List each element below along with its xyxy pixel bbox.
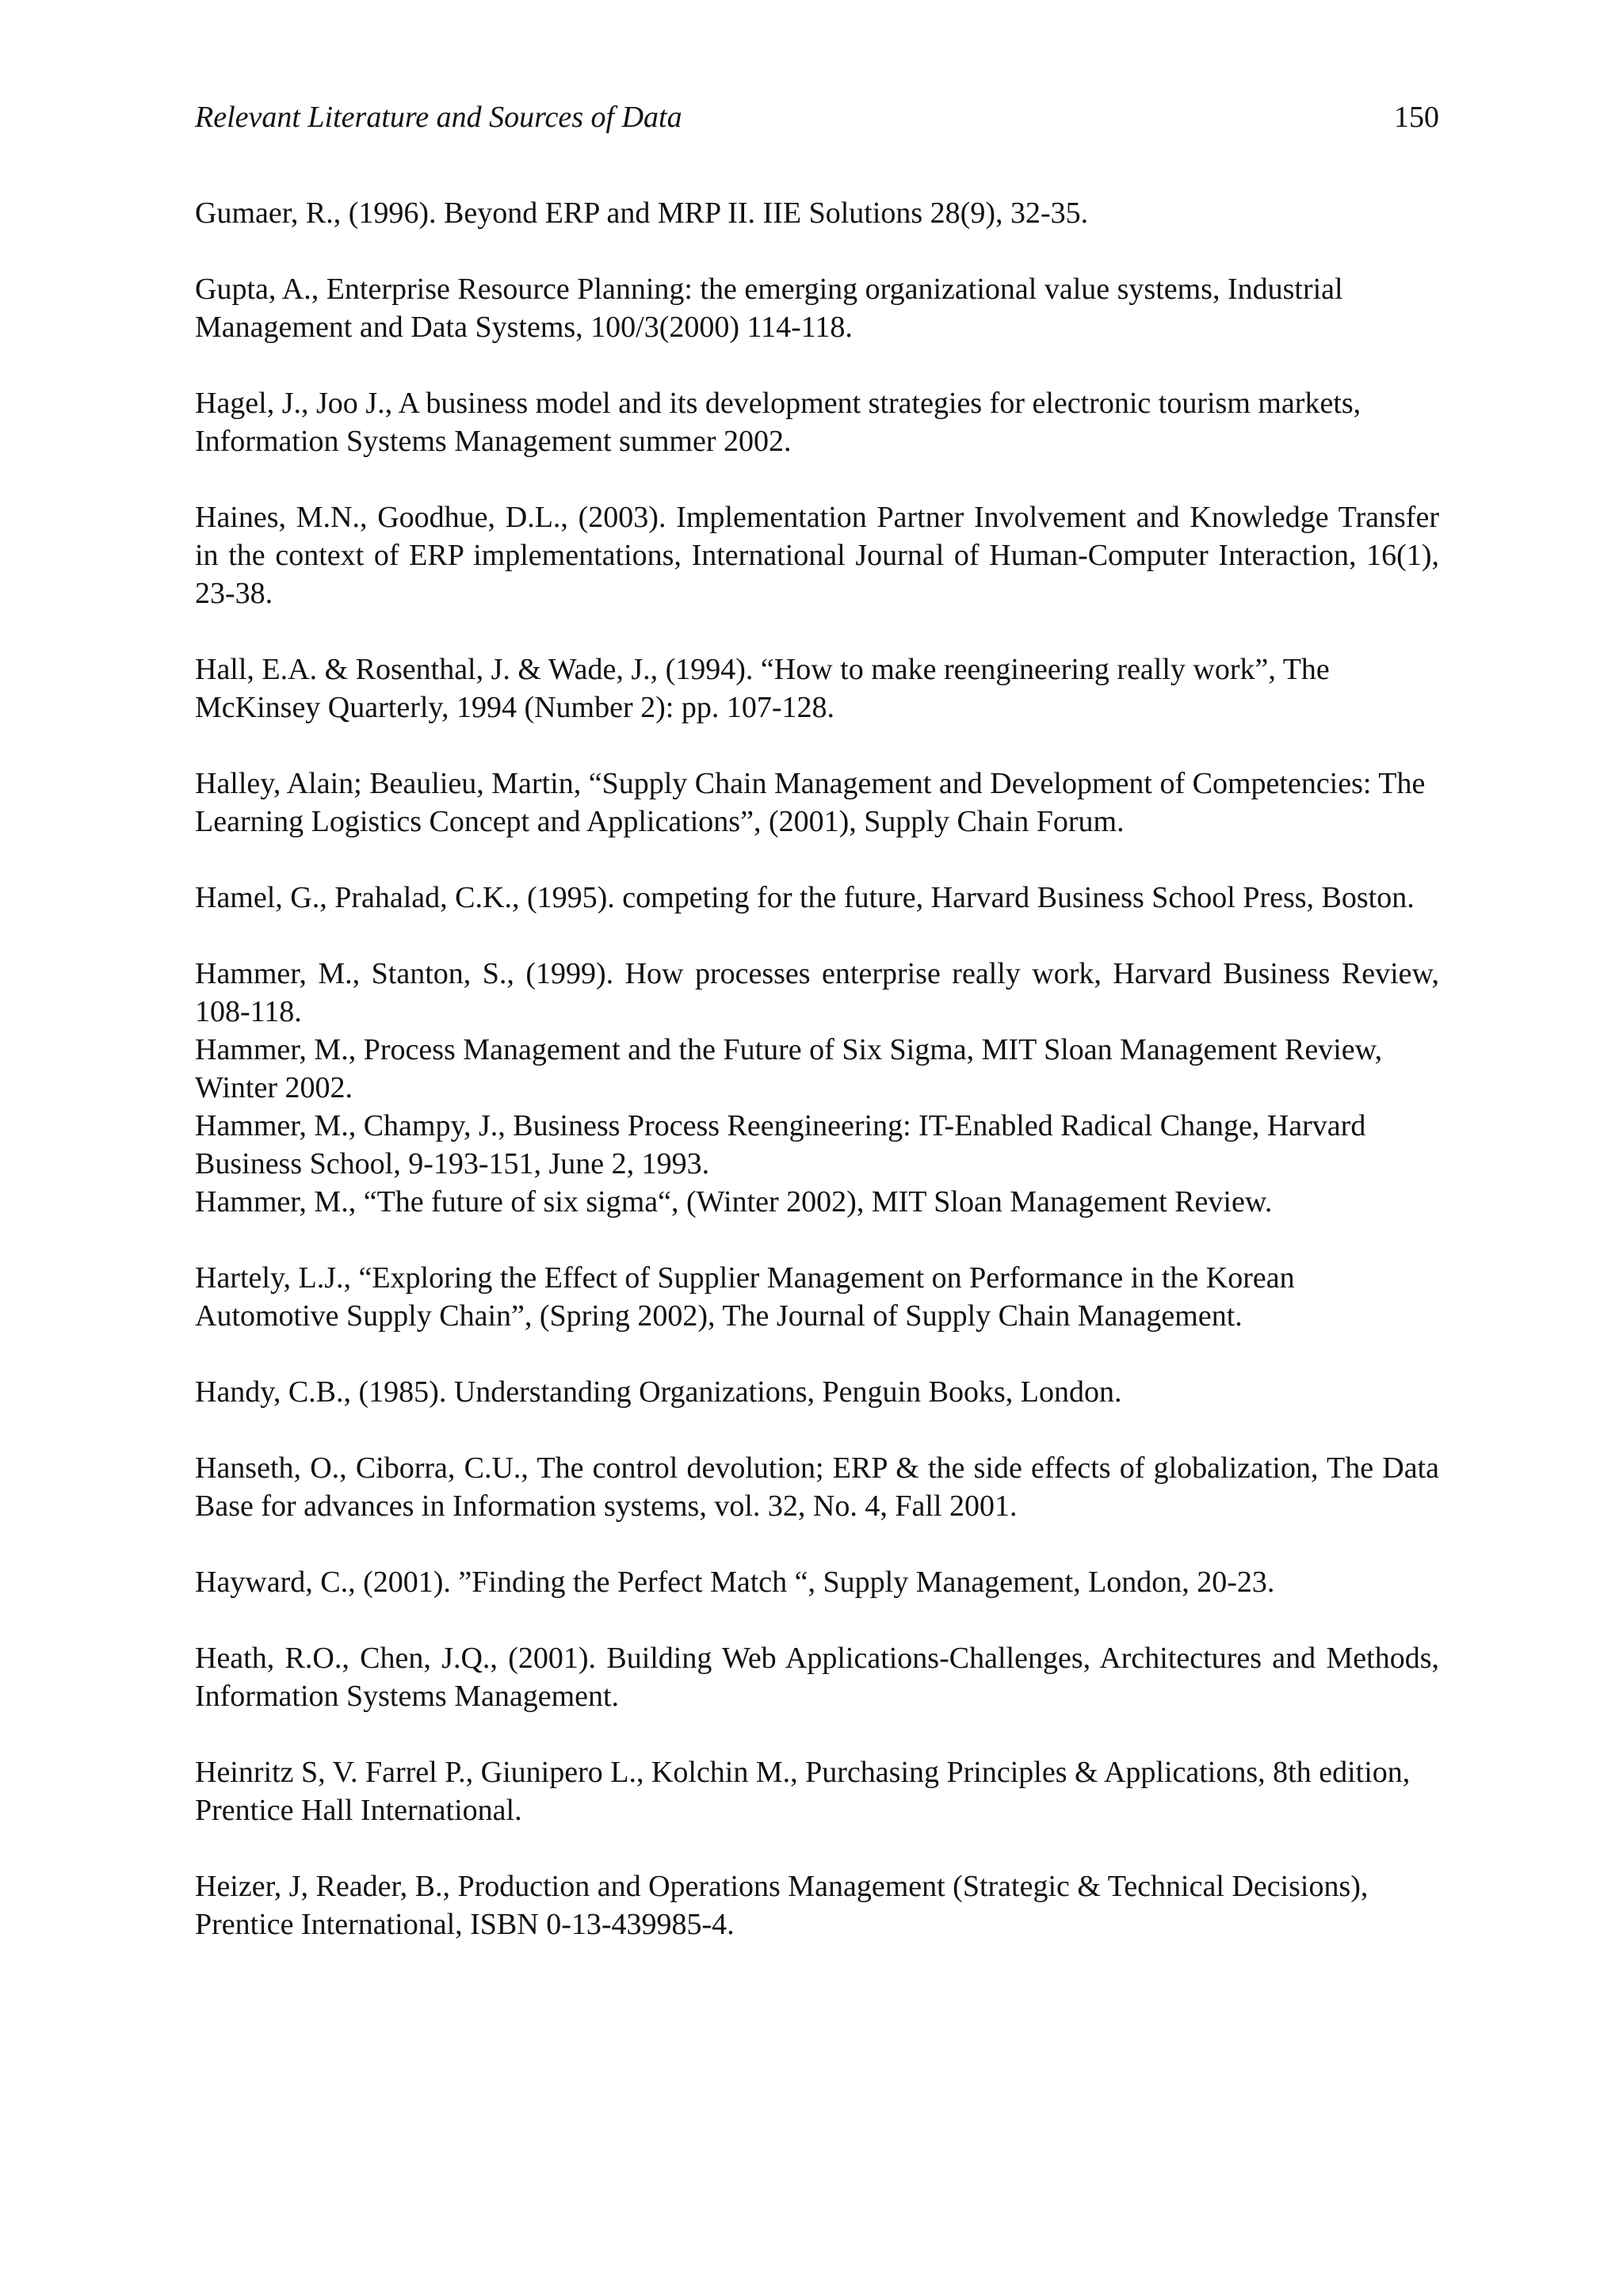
- reference-block: [195, 384, 1439, 460]
- reference-block: [195, 270, 1439, 346]
- reference-block: [195, 650, 1439, 727]
- reference-entry: Heizer, J, Reader, B., Production and Operations Management (Strategic & Technical Decisions), Prentice International, ISBN 0-13-439985-4.: [195, 1870, 1369, 1941]
- running-header: [195, 93, 1439, 141]
- reference-block: [195, 765, 1439, 841]
- reference-entry: Gupta, A., Enterprise Resource Planning: the emerging organizational value systems, Industrial Management and Data Systems, 100/3(2000) 114-118.: [195, 273, 1343, 344]
- reference-entry: Heinritz S, V. Farrel P., Giunipero L., Kolchin M., Purchasing Principles & Applications, 8th edition, Prentice Hall International.: [195, 1756, 1411, 1827]
- reference-block: [195, 1373, 1439, 1411]
- reference-entry: Hartely, L.J., “Exploring the Effect of Supplier Management on Performance in the Korean Automotive Supply Chain”, (Spring 2002), The Journal of Supply Chain Management.: [195, 1261, 1295, 1333]
- reference-entry: Hall, E.A. & Rosenthal, J. & Wade, J., (1994). “How to make reengineering really work”, The McKinsey Quarterly, 1994 (Number 2): pp. 107-128.: [195, 653, 1330, 724]
- reference-entry: Hammer, M., Stanton, S., (1999). How processes enterprise really work, Harvard Business Review, 108-118.: [195, 957, 1439, 1028]
- reference-block: [195, 879, 1439, 917]
- reference-entry: Handy, C.B., (1985). Understanding Organizations, Penguin Books, London.: [195, 1375, 1122, 1409]
- reference-entry: Hagel, J., Joo J., A business model and its development strategies for electronic tourism markets, Information Systems Management summer 2002.: [195, 387, 1361, 458]
- reference-block: [195, 1753, 1439, 1829]
- reference-entry: Halley, Alain; Beaulieu, Martin, “Supply Chain Management and Development of Competencies: The Learning Logistics Concept and Applications”, (2001), Supply Chain Forum.: [195, 767, 1426, 838]
- reference-entry: Hamel, G., Prahalad, C.K., (1995). competing for the future, Harvard Business School Press, Boston.: [195, 881, 1415, 914]
- reference-block: [195, 1639, 1439, 1715]
- reference-list: [195, 194, 1439, 1981]
- page-number: 150: [1394, 101, 1439, 134]
- reference-block: [195, 194, 1439, 232]
- reference-entry: Hayward, C., (2001). ”Finding the Perfect Match “, Supply Management, London, 20-23.: [195, 1566, 1275, 1599]
- running-title: Relevant Literature and Sources of Data: [195, 101, 682, 134]
- reference-entry: Hammer, M., “The future of six sigma“, (Winter 2002), MIT Sloan Management Review.: [195, 1185, 1273, 1219]
- reference-entry: Hanseth, O., Ciborra, C.U., The control devolution; ERP & the side effects of globalization, The Data Base for advances in Information systems, vol. 32, No. 4, Fall 2001.: [195, 1451, 1439, 1523]
- reference-entry: Hammer, M., Process Management and the Future of Six Sigma, MIT Sloan Management Review, Winter 2002.: [195, 1033, 1383, 1104]
- reference-entry: Hammer, M., Champy, J., Business Process Reengineering: IT-Enabled Radical Change, Harvard Business School, 9-193-151, June 2, 1993.: [195, 1109, 1366, 1180]
- reference-entry: Haines, M.N., Goodhue, D.L., (2003). Implementation Partner Involvement and Knowledge Transfer in the context of ERP implementations, International Journal of Human-Computer Interaction, 16(1), 23-38.: [195, 501, 1439, 610]
- reference-block-hammer: [195, 955, 1439, 1221]
- reference-block: [195, 498, 1439, 612]
- reference-block: [195, 1449, 1439, 1525]
- reference-block: [195, 1867, 1439, 1943]
- reference-block: [195, 1259, 1439, 1335]
- reference-entry: Gumaer, R., (1996). Beyond ERP and MRP II. IIE Solutions 28(9), 32-35.: [195, 196, 1089, 230]
- reference-entry: Heath, R.O., Chen, J.Q., (2001). Building Web Applications-Challenges, Architectures and Methods, Information Systems Management.: [195, 1642, 1439, 1713]
- reference-block: [195, 1563, 1439, 1601]
